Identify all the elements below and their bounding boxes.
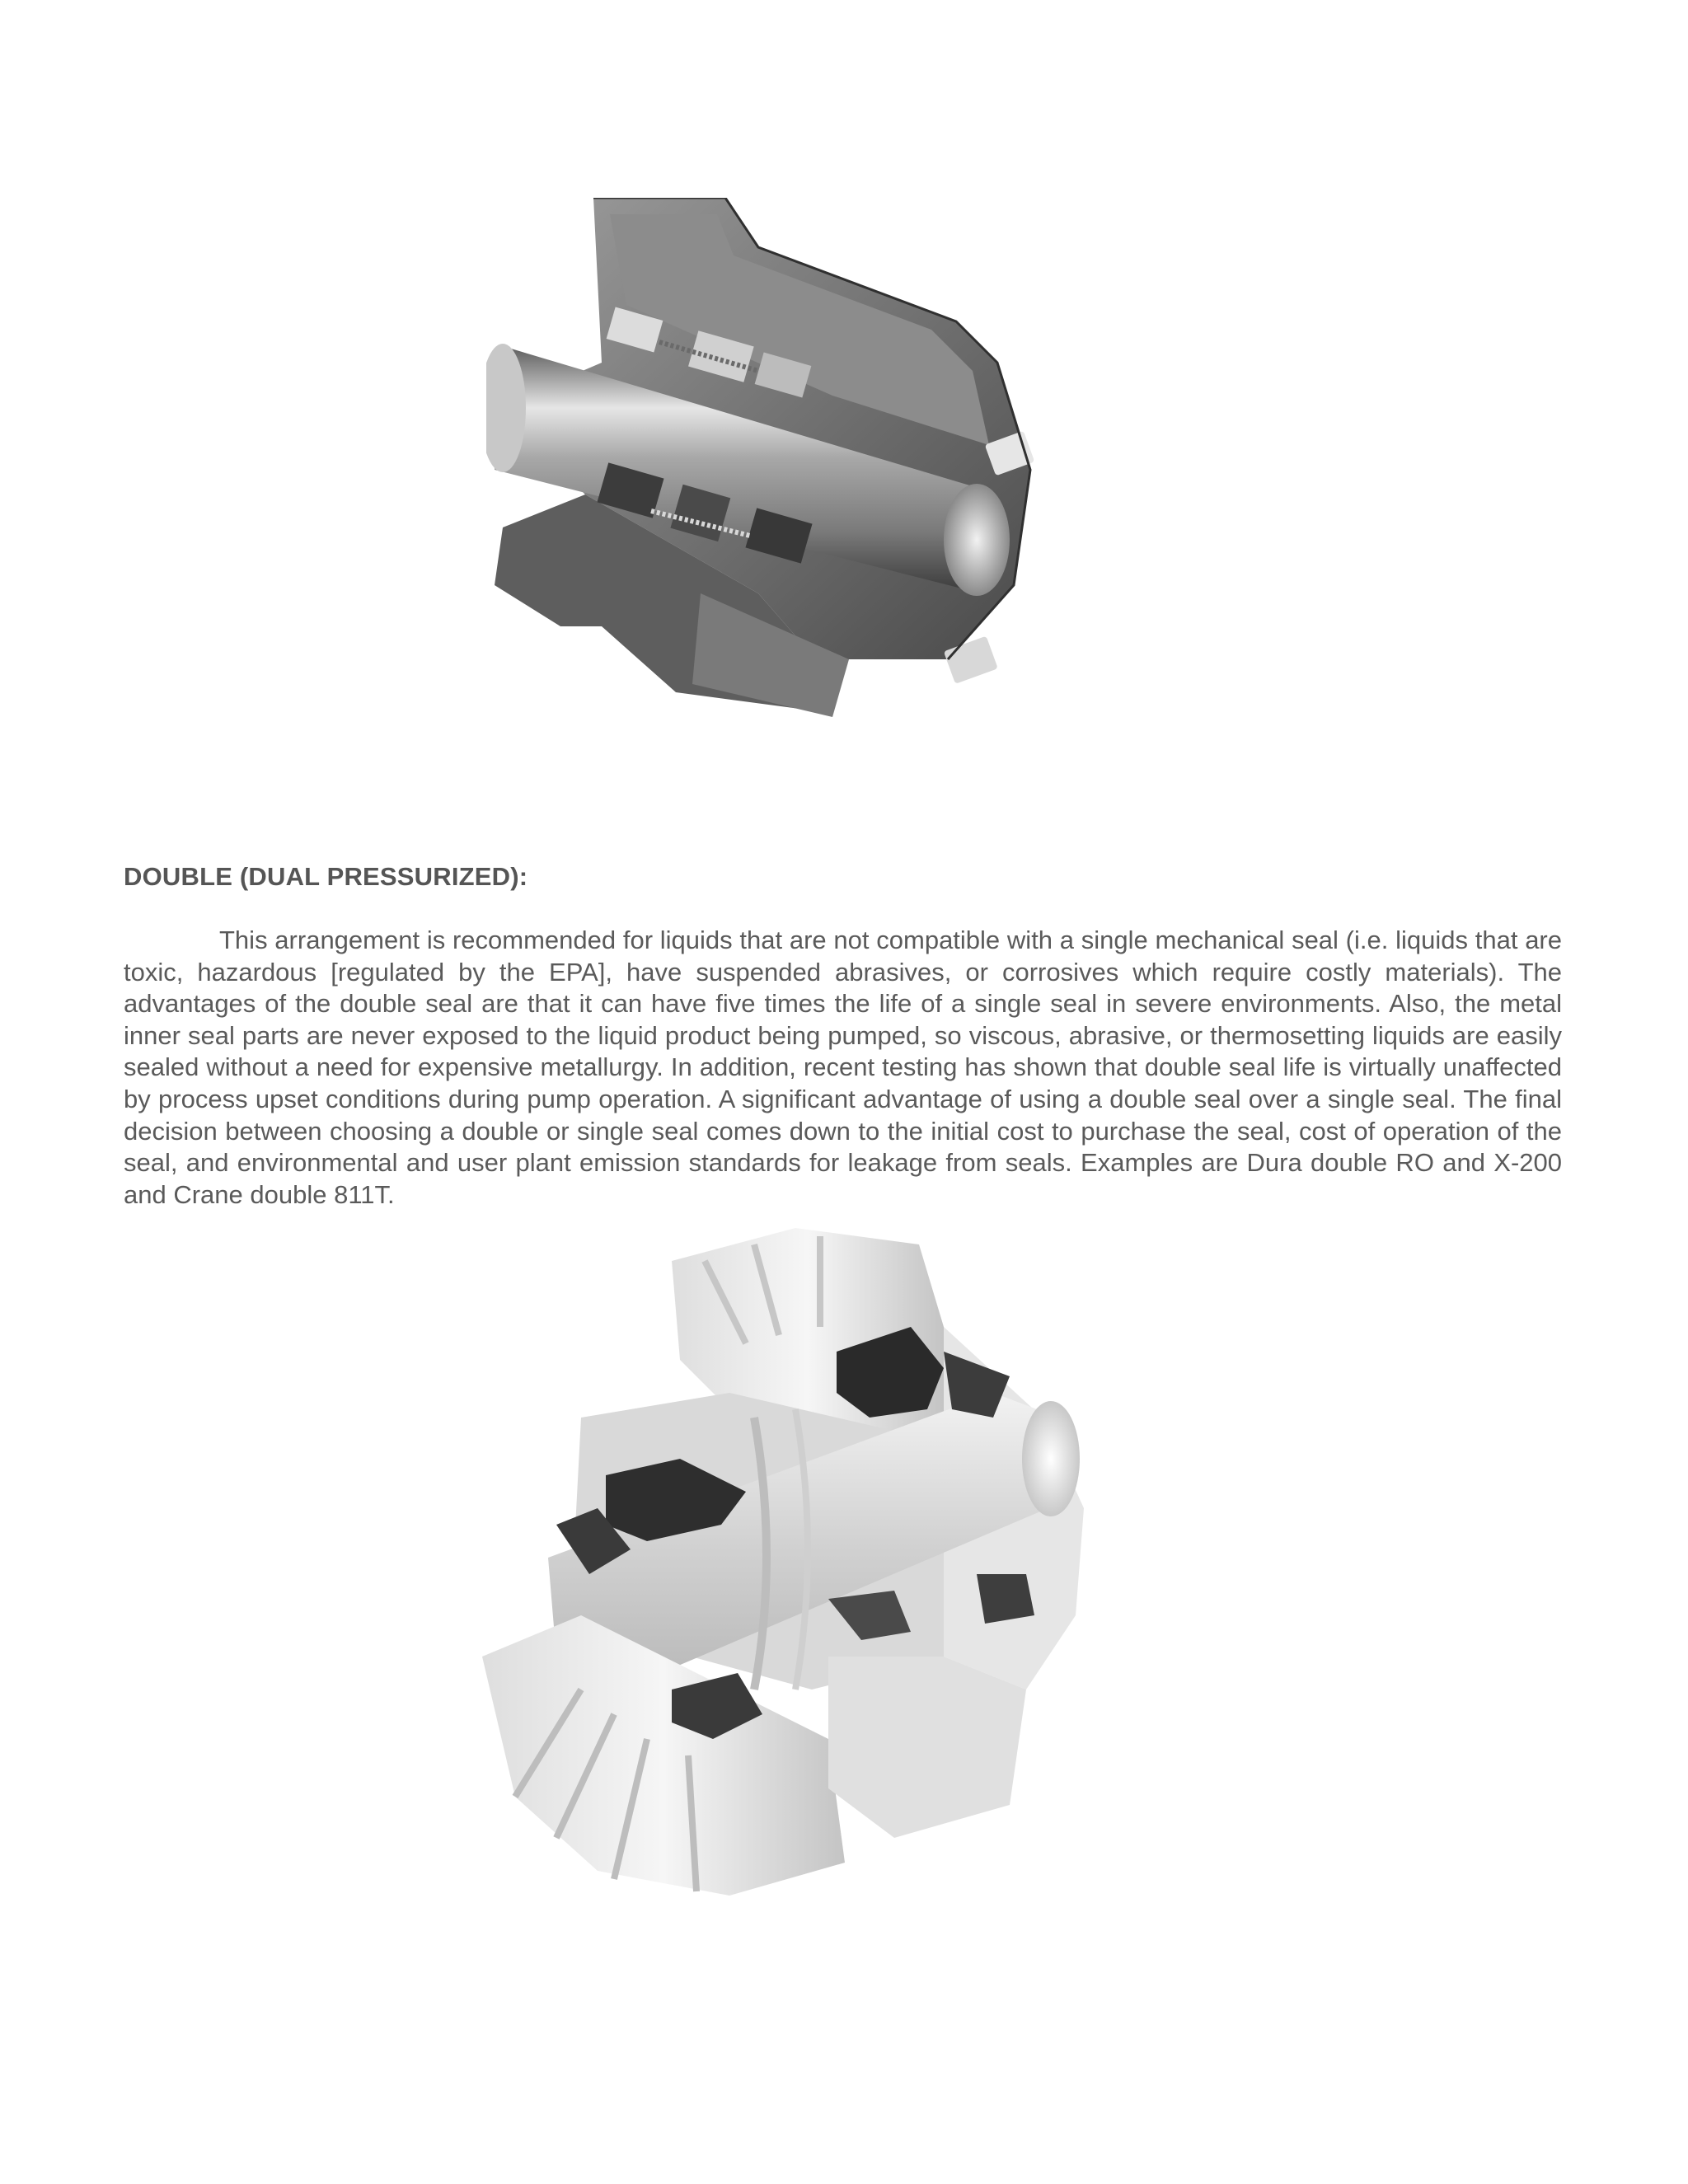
seal-cutaway-drawing xyxy=(486,198,1212,832)
seal-cutaway-illustration-top xyxy=(486,198,1212,832)
body-paragraph: This arrangement is recommended for liquids that are not compatible with a single mechanical seal (i.e. liquids that are toxic, hazardous [regulated by the EPA], have suspended abrasives, or corrosives which require costly materials). The advantages of the double seal are that it can have five times the life of a single seal in severe environments. Also, the metal inner seal parts are never exposed to the liquid product being pumped, so viscous, abrasive, or thermosetting liquids are easily sealed without a need for expensive metallurgy. In addition, recent testing has shown that double seal life is virtually unaffected by process upset conditions during pump operation. A significant advantage of using a double seal over a single seal. The final decision between choosing a double or single seal comes down to the initial cost to purchase the seal, cost of operation of the seal, and environmental and user plant emission standards for leakage from seals. Examples are Dura double RO and X-200 and Crane double 811T. xyxy=(124,926,1562,1209)
section-heading: DOUBLE (DUAL PRESSURIZED): xyxy=(124,862,528,891)
seal-cutaway-illustration-bottom xyxy=(482,1228,1224,1896)
double-seal-cutaway-drawing xyxy=(482,1228,1224,1896)
